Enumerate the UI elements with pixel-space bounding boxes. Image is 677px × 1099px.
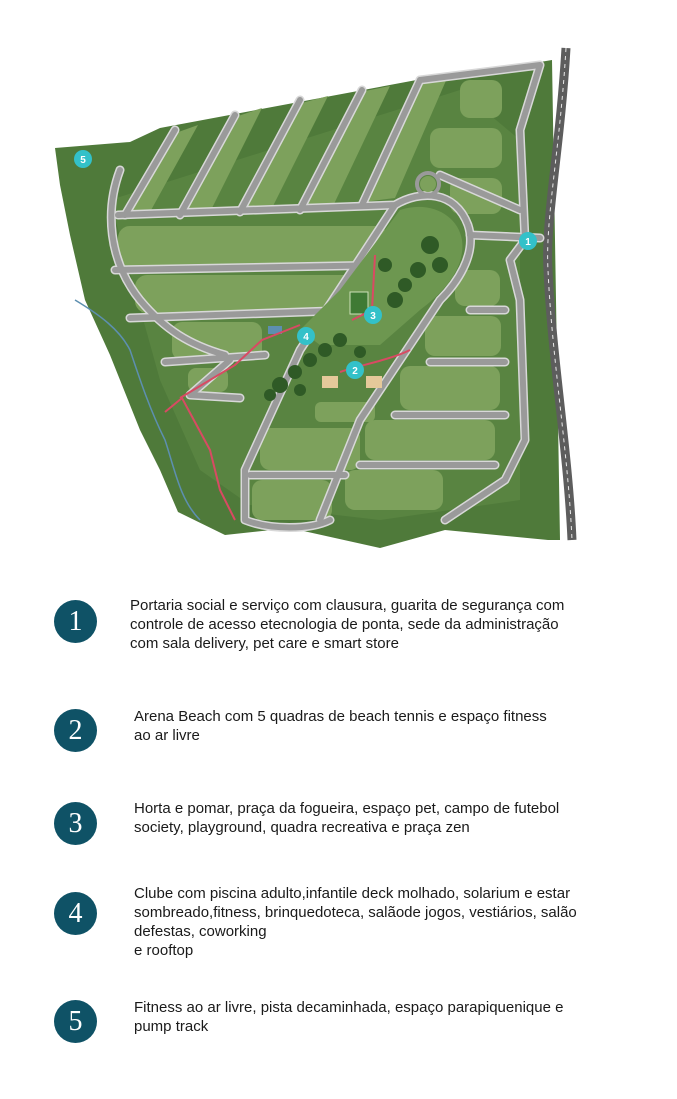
legend-number-badge: 2 bbox=[54, 709, 97, 752]
lot-row bbox=[430, 128, 502, 168]
legend-line: ao ar livre bbox=[134, 727, 200, 744]
map-marker-3[interactable] bbox=[364, 306, 382, 324]
legend-line: Fitness ao ar livre, pista decaminhada, espaço parapiquenique e bbox=[134, 999, 564, 1016]
lot-row bbox=[365, 420, 495, 460]
svg-text:2: 2 bbox=[352, 366, 358, 377]
legend-line: controle de acesso etecnologia de ponta, sede da administração bbox=[130, 616, 559, 633]
legend-description bbox=[134, 799, 634, 837]
legend-line: society, playground, quadra recreativa e praça zen bbox=[134, 819, 470, 836]
legend-line: Clube com piscina adulto,infantile deck molhado, solarium e estar bbox=[134, 885, 571, 902]
legend-line: Horta e pomar, praça da fogueira, espaço pet, campo de futebol bbox=[134, 800, 560, 817]
lot-row bbox=[460, 80, 502, 118]
map-marker-5[interactable] bbox=[74, 150, 92, 168]
map-marker-4[interactable] bbox=[297, 327, 315, 345]
svg-text:5: 5 bbox=[80, 155, 86, 166]
legend-number-badge: 5 bbox=[54, 1000, 97, 1043]
lot-row bbox=[345, 470, 443, 510]
lot-row bbox=[425, 316, 501, 356]
legend-line: Arena Beach com 5 quadras de beach tennis e espaço fitness bbox=[134, 708, 547, 725]
legend-description bbox=[130, 596, 630, 653]
svg-text:1: 1 bbox=[525, 237, 531, 248]
legend-number-badge: 3 bbox=[54, 802, 97, 845]
legend-number-badge: 1 bbox=[54, 600, 97, 643]
svg-text:4: 4 bbox=[303, 332, 309, 343]
legend-description bbox=[134, 707, 634, 745]
legend-line: Portaria social e serviço com clausura, guarita de segurança com bbox=[130, 597, 565, 614]
map-marker-2[interactable] bbox=[346, 361, 364, 379]
legend-description bbox=[134, 998, 634, 1036]
legend-line: defestas, coworking bbox=[134, 923, 267, 940]
legend-line: sombreado,fitness, brinquedoteca, salãode jogos, vestiários, salão bbox=[134, 904, 577, 921]
legend-line: e rooftop bbox=[134, 942, 194, 959]
legend-line: pump track bbox=[134, 1018, 209, 1035]
lot-row bbox=[400, 366, 500, 410]
legend-number-badge: 4 bbox=[54, 892, 97, 935]
legend-line: com sala delivery, pet care e smart store bbox=[130, 635, 399, 652]
beach-courts bbox=[366, 376, 382, 388]
map-marker-1[interactable] bbox=[519, 232, 537, 250]
legend-description bbox=[134, 884, 634, 960]
svg-text:3: 3 bbox=[370, 311, 376, 322]
roundabout bbox=[420, 176, 436, 192]
beach-courts bbox=[322, 376, 338, 388]
